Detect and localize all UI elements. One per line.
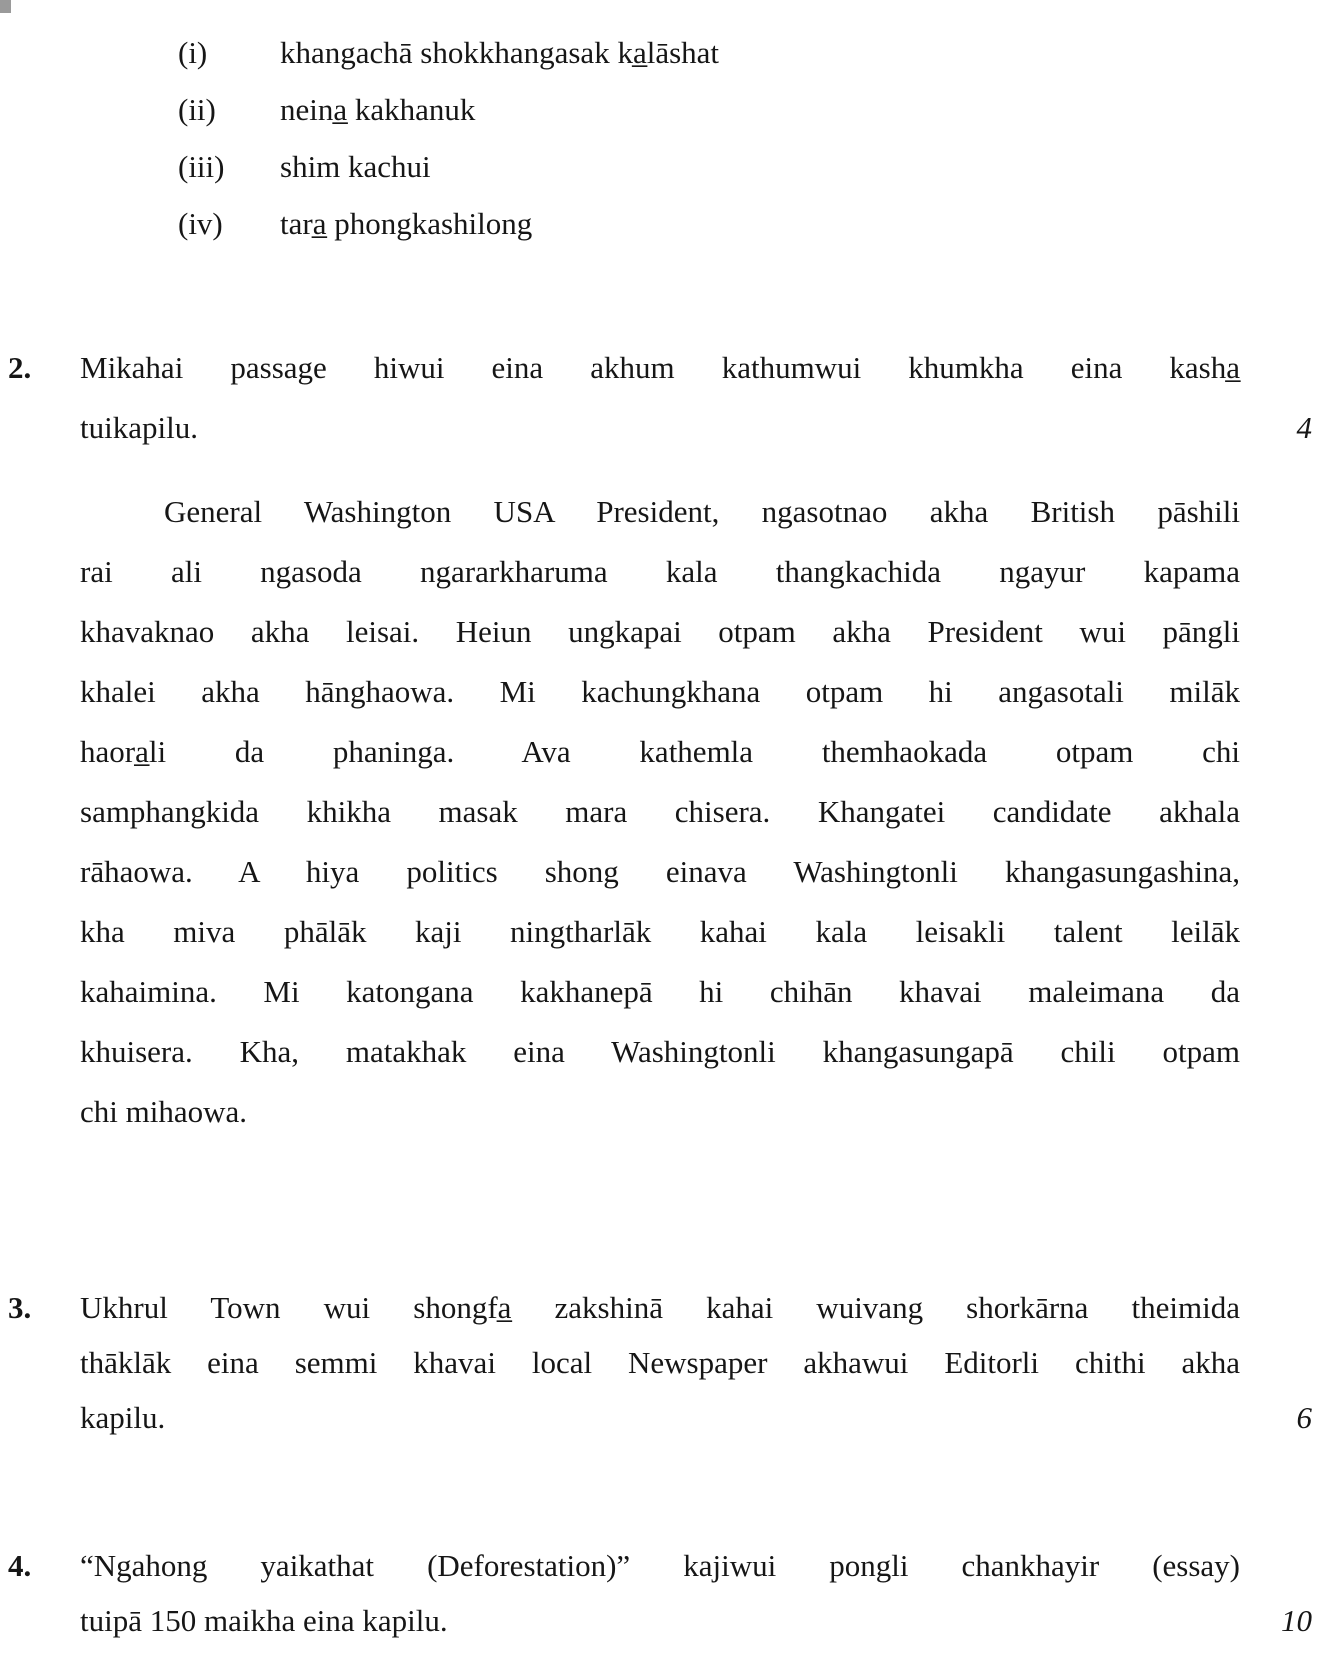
- question-4-number: 4.: [8, 1548, 32, 1583]
- question-2-number: 2.: [8, 350, 32, 385]
- option-label: (ii): [178, 92, 216, 127]
- option-label: (iv): [178, 206, 223, 241]
- question-2-line-2: tuikapilu.: [80, 410, 198, 445]
- option-row-iv: [178, 195, 719, 252]
- option-label: (i): [178, 35, 208, 70]
- question-4-line-1: “Ngahong yaikathat (Deforestation)” kajiwui pongli chankhayir (essay): [80, 1548, 1240, 1583]
- passage-line-8: kha miva phālāk kaji ningtharlāk kahai kala leisakli talent leilāk: [80, 914, 1240, 949]
- passage-line-2: rai ali ngasoda ngararkharuma kala thangkachida ngayur kapama: [80, 554, 1240, 589]
- question-4-text: [80, 1538, 1240, 1648]
- passage-line-9: kahaimina. Mi katongana kakhanepā hi chihān khavai maleimana da: [80, 974, 1240, 1009]
- passage-line-4: khalei akha hānghaowa. Mi kachungkhana otpam hi angasotali milāk: [80, 674, 1240, 709]
- option-row-ii: [178, 81, 719, 138]
- passage-line-11: chi mihaowa.: [80, 1094, 248, 1129]
- passage-line-1: General Washington USA President, ngasotnao akha British pāshili: [164, 494, 1240, 529]
- question-4-line-2: tuipā 150 maikha eina kapilu.: [80, 1603, 448, 1638]
- option-list: [178, 24, 719, 252]
- question-3-line-3: kapilu.: [80, 1400, 166, 1435]
- option-label: (iii): [178, 149, 225, 184]
- question-3-text: [80, 1280, 1240, 1445]
- question-2-marks: 4: [1296, 410, 1312, 445]
- option-row-iii: [178, 138, 719, 195]
- question-2-text: [80, 338, 1240, 458]
- scan-artifact-top-left: [0, 0, 11, 13]
- option-row-i: [178, 24, 719, 81]
- question-4-marks: 10: [1281, 1603, 1312, 1638]
- passage-line-6: samphangkida khikha masak mara chisera. Khangatei candidate akhala: [80, 794, 1240, 829]
- question-3-line-1: Ukhrul Town wui shongfa̲ zakshinā kahai wuivang shorkārna theimida: [80, 1290, 1240, 1325]
- question-3-number: 3.: [8, 1290, 32, 1325]
- passage-line-3: khavaknao akha leisai. Heiun ungkapai otpam akha President wui pāngli: [80, 614, 1240, 649]
- question-3-marks: 6: [1296, 1400, 1312, 1435]
- passage-line-7: rāhaowa. A hiya politics shong einava Washingtonli khangasungashina,: [80, 854, 1240, 889]
- question-3-line-2: thāklāk eina semmi khavai local Newspaper akhawui Editorli chithi akha: [80, 1345, 1240, 1380]
- passage-line-5: haora̲li da phaninga. Ava kathemla themhaokada otpam chi: [80, 734, 1240, 769]
- reading-passage: [80, 482, 1240, 1142]
- question-2-line-1: Mikahai passage hiwui eina akhum kathumwui khumkha eina kasha̲: [80, 350, 1240, 385]
- passage-line-10: khuisera. Kha, matakhak eina Washingtonli khangasungapā chili otpam: [80, 1034, 1240, 1069]
- option-text: khangachā shokkhangasak ka̲lāshat: [280, 35, 720, 70]
- option-text: shim kachui: [280, 149, 431, 184]
- option-text: neina̲ kakhanuk: [280, 92, 476, 127]
- option-text: tara̲ phongkashilong: [280, 206, 533, 241]
